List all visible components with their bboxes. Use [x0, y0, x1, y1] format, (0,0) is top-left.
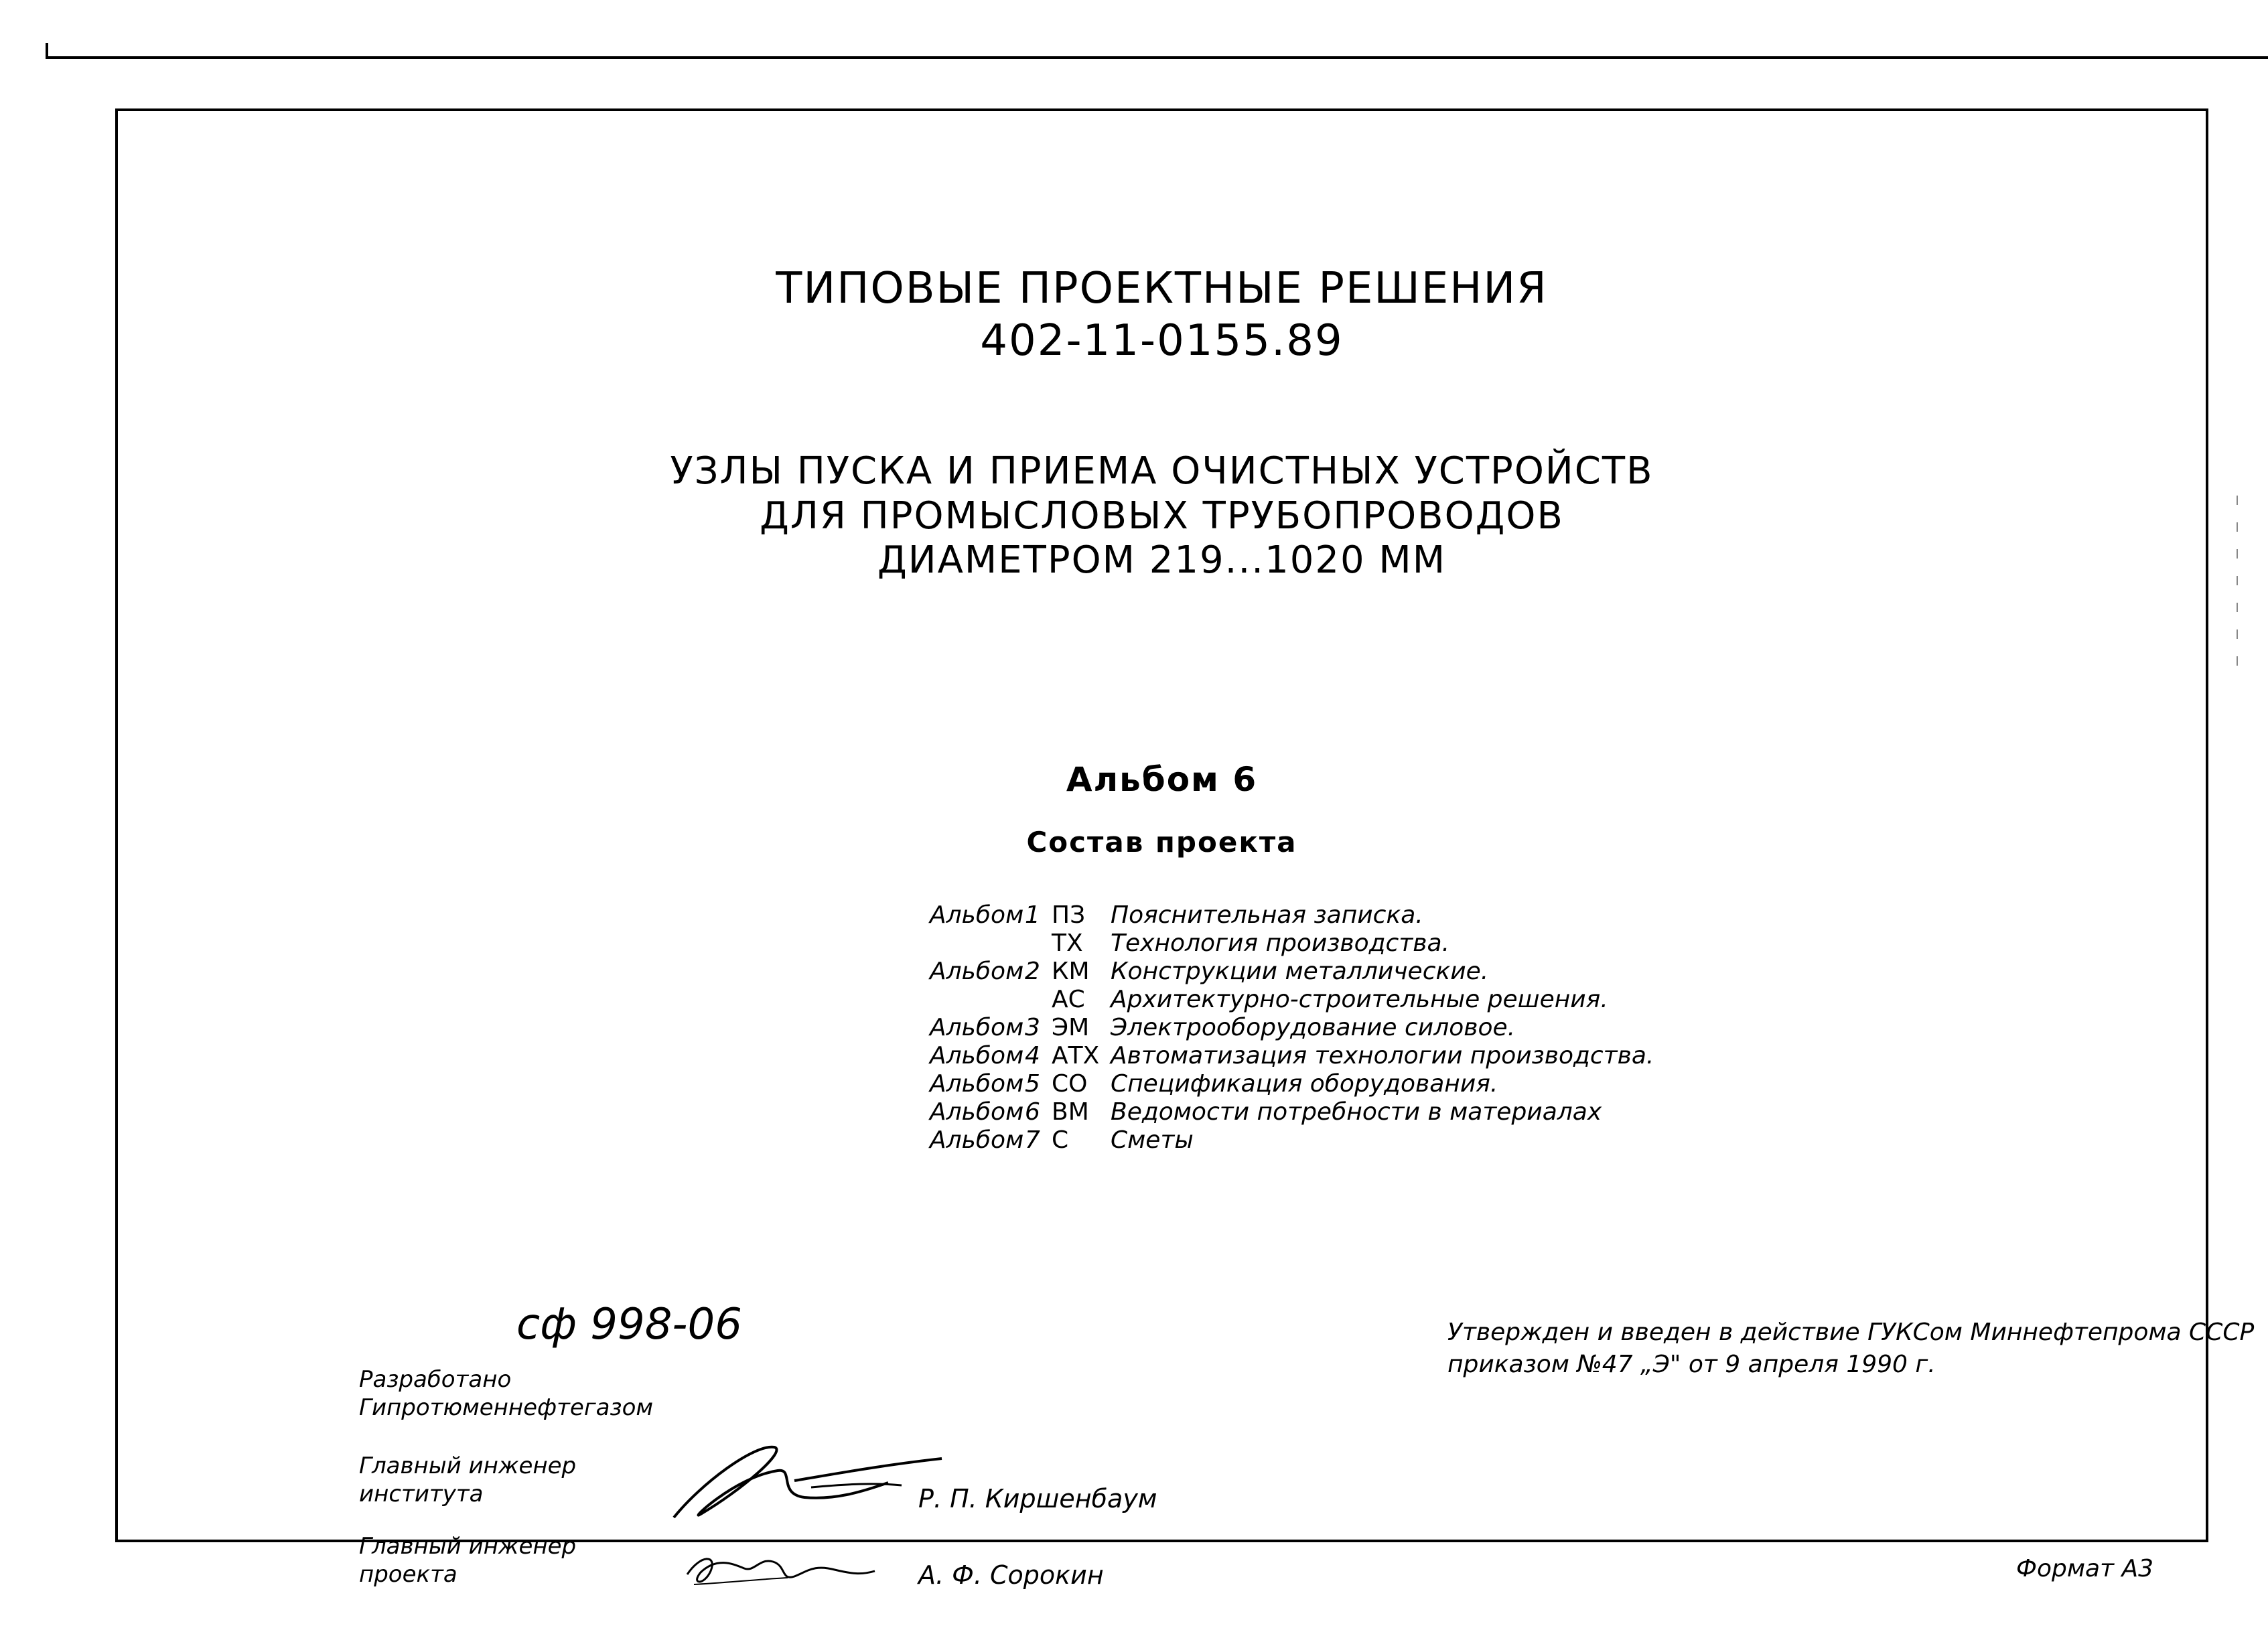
list-section-desc: Ведомости потребности в материалах [1111, 1098, 1602, 1126]
signatory-role [359, 1532, 576, 1588]
list-section-code: ЭМ [1052, 1014, 1090, 1041]
top-border-line [47, 56, 2268, 59]
developer-org: Гипротюменнефтегазом [359, 1394, 654, 1421]
list-item [930, 986, 1654, 1014]
role-line: института [359, 1481, 484, 1507]
project-subtitle [118, 449, 2206, 583]
list-section-code: ТХ [1052, 930, 1083, 957]
list-album-number: 1 [1025, 901, 1040, 929]
list-album-number: 5 [1025, 1070, 1040, 1098]
list-item [930, 1014, 1654, 1042]
list-album-number [1025, 930, 1052, 958]
document-number: 402-11-0155.89 [980, 316, 1344, 366]
top-border-tick [46, 43, 48, 59]
list-album-label: Альбом [930, 958, 1024, 985]
signatory-name: А. Ф. Сорокин [918, 1560, 1104, 1590]
list-item [930, 1042, 1654, 1070]
inventory-code: сф 998-06 [516, 1300, 742, 1349]
developer-label: Разработано [359, 1366, 512, 1393]
list-album-label: Альбом [930, 1070, 1024, 1098]
document-title: ТИПОВЫЕ ПРОЕКТНЫЕ РЕШЕНИЯ [776, 264, 1548, 313]
role-line: проекта [359, 1561, 457, 1588]
list-item [930, 1126, 1654, 1155]
list-album-label [930, 930, 1025, 958]
list-section-desc: Спецификация оборудования. [1111, 1070, 1498, 1098]
sheet-format-label: Формат А3 [2016, 1555, 2154, 1582]
role-line: Главный инженер [359, 1453, 577, 1479]
list-section-desc: Пояснительная записка. [1111, 901, 1423, 929]
signature-image [660, 1430, 955, 1531]
album-heading: Альбом 6 [1066, 760, 1258, 799]
list-album-number: 2 [1025, 958, 1040, 985]
composition-list [930, 901, 1654, 1155]
list-item [930, 1098, 1654, 1126]
list-section-code: ПЗ [1052, 901, 1086, 929]
list-section-desc: Автоматизация технологии производства. [1111, 1042, 1654, 1069]
subtitle-line-2: ДЛЯ ПРОМЫСЛОВЫХ ТРУБОПРОВОДОВ [760, 494, 1564, 538]
developer-block [359, 1365, 653, 1422]
list-album-number [1025, 986, 1052, 1014]
list-album-label: Альбом [930, 1098, 1024, 1126]
list-section-desc: Сметы [1111, 1126, 1194, 1154]
list-section-code: С [1052, 1126, 1069, 1154]
subtitle-line-3: ДИАМЕТРОМ 219...1020 ММ [877, 538, 1447, 583]
list-section-code: АТХ [1052, 1042, 1100, 1069]
approval-line-1: Утвержден и введен в действие ГУКСом Миннефтепрома СССР [1447, 1319, 2255, 1346]
list-section-code: ВМ [1052, 1098, 1089, 1126]
list-album-number: 4 [1025, 1042, 1040, 1069]
list-album-number: 3 [1025, 1014, 1040, 1041]
signature-image [681, 1544, 881, 1598]
list-album-label [930, 986, 1025, 1014]
list-section-code: КМ [1052, 958, 1090, 985]
list-section-desc: Электрооборудование силовое. [1111, 1014, 1516, 1041]
list-section-code: АС [1052, 986, 1085, 1013]
list-item [930, 930, 1654, 958]
list-item [930, 901, 1654, 930]
approval-line-2: приказом №47 „Э" от 9 апреля 1990 г. [1447, 1351, 1936, 1378]
list-album-label: Альбом [930, 1014, 1024, 1041]
list-album-number: 7 [1025, 1126, 1040, 1154]
list-section-code: СО [1052, 1070, 1088, 1098]
list-album-label: Альбом [930, 901, 1024, 929]
role-line: Главный инженер [359, 1533, 577, 1560]
list-section-desc: Технология производства. [1111, 930, 1450, 957]
list-section-desc: Архитектурно-строительные решения. [1111, 986, 1608, 1013]
approval-note [1447, 1317, 2254, 1381]
composition-heading: Состав проекта [1026, 826, 1297, 859]
list-album-label: Альбом [930, 1042, 1024, 1069]
list-item [930, 1070, 1654, 1098]
list-item [930, 958, 1654, 986]
signatory-name: Р. П. Киршенбаум [918, 1484, 1157, 1513]
margin-tick-marks [2230, 496, 2244, 670]
subtitle-line-1: УЗЛЫ ПУСКА И ПРИЕМА ОЧИСТНЫХ УСТРОЙСТВ [670, 449, 1654, 493]
list-album-label: Альбом [930, 1126, 1024, 1154]
list-album-number: 6 [1025, 1098, 1040, 1126]
list-section-desc: Конструкции металлические. [1111, 958, 1489, 985]
signatory-role [359, 1452, 576, 1508]
